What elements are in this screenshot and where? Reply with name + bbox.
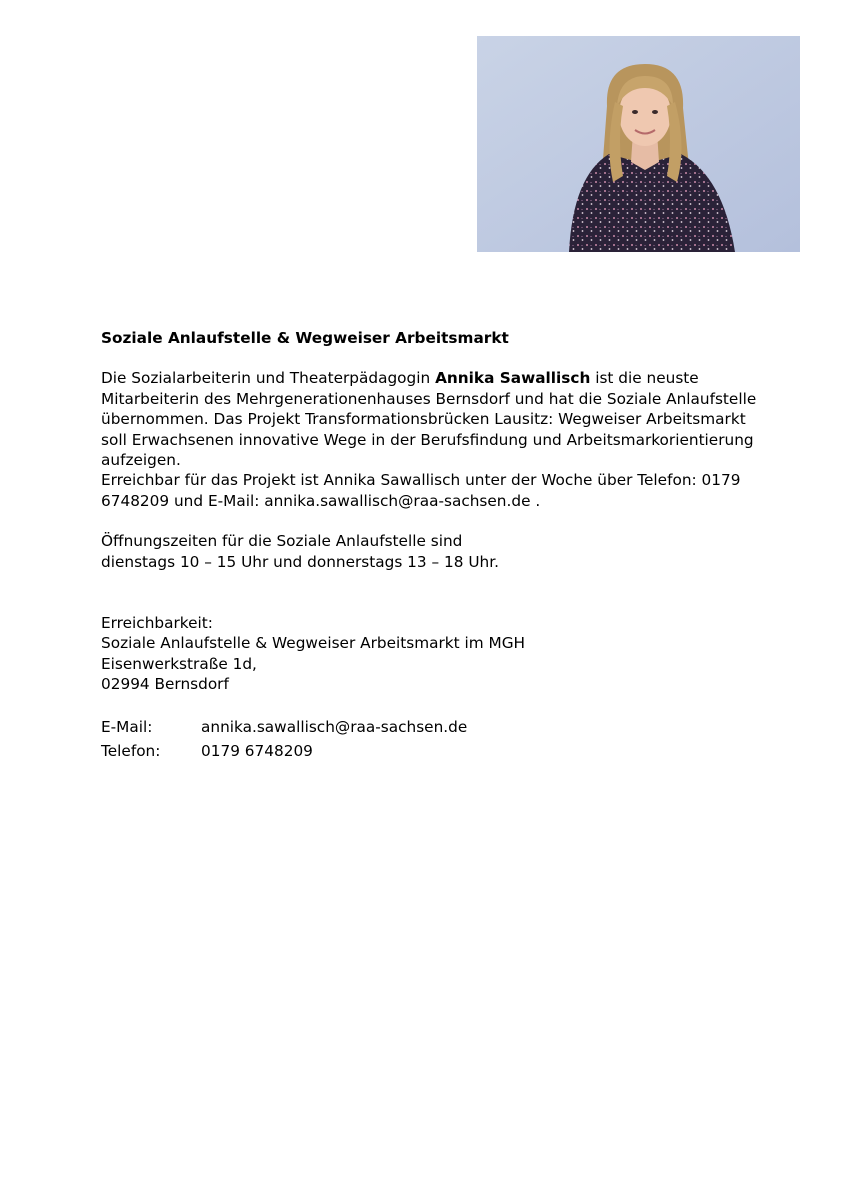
portrait-photo (477, 36, 800, 252)
address-line-3: 02994 Bernsdorf (101, 675, 229, 694)
phone-row (101, 739, 761, 763)
address-label: Erreichbarkeit: (101, 614, 213, 633)
opening-hours-line-1: Öffnungszeiten für die Soziale Anlaufstelle sind (101, 532, 463, 551)
article-body (101, 328, 761, 763)
reachability-paragraph: Erreichbar für das Projekt ist Annika Sawallisch unter der Woche über Telefon: 0179 6748209 und E-Mail: annika.sawallisch@raa-sachsen.de . (101, 471, 741, 510)
phone-label: Telefon: (101, 741, 161, 760)
contact-table (101, 715, 761, 763)
address-line-2: Eisenwerkstraße 1d, (101, 654, 257, 673)
intro-text-start: Die Sozialarbeiterin und Theaterpädagogin (101, 369, 436, 388)
intro-text-end: ist die neuste Mitarbeiterin des Mehrgenerationenhauses Bernsdorf und hat die Soziale Anlaufstelle übernommen. Das Projekt Transformationsbrücken Lausitz: Wegweiser Arbeitsmarkt soll Erwachsenen innovative Wege in der Berufsfindung und Arbeitsmarkorientierung aufzeigen. (101, 369, 757, 470)
intro-paragraph (101, 368, 761, 470)
address-line-1: Soziale Anlaufstelle & Wegweiser Arbeitsmarkt im MGH (101, 634, 526, 653)
email-label: E-Mail: (101, 717, 153, 736)
phone-value: 0179 6748209 (201, 741, 313, 760)
opening-hours-line-2: dienstags 10 – 15 Uhr und donnerstags 13 – 18 Uhr. (101, 552, 499, 571)
email-row (101, 715, 761, 739)
email-value: annika.sawallisch@raa-sachsen.de (201, 717, 468, 736)
person-name: Annika Sawallisch (435, 369, 591, 388)
article-heading: Soziale Anlaufstelle & Wegweiser Arbeitsmarkt (101, 329, 509, 347)
